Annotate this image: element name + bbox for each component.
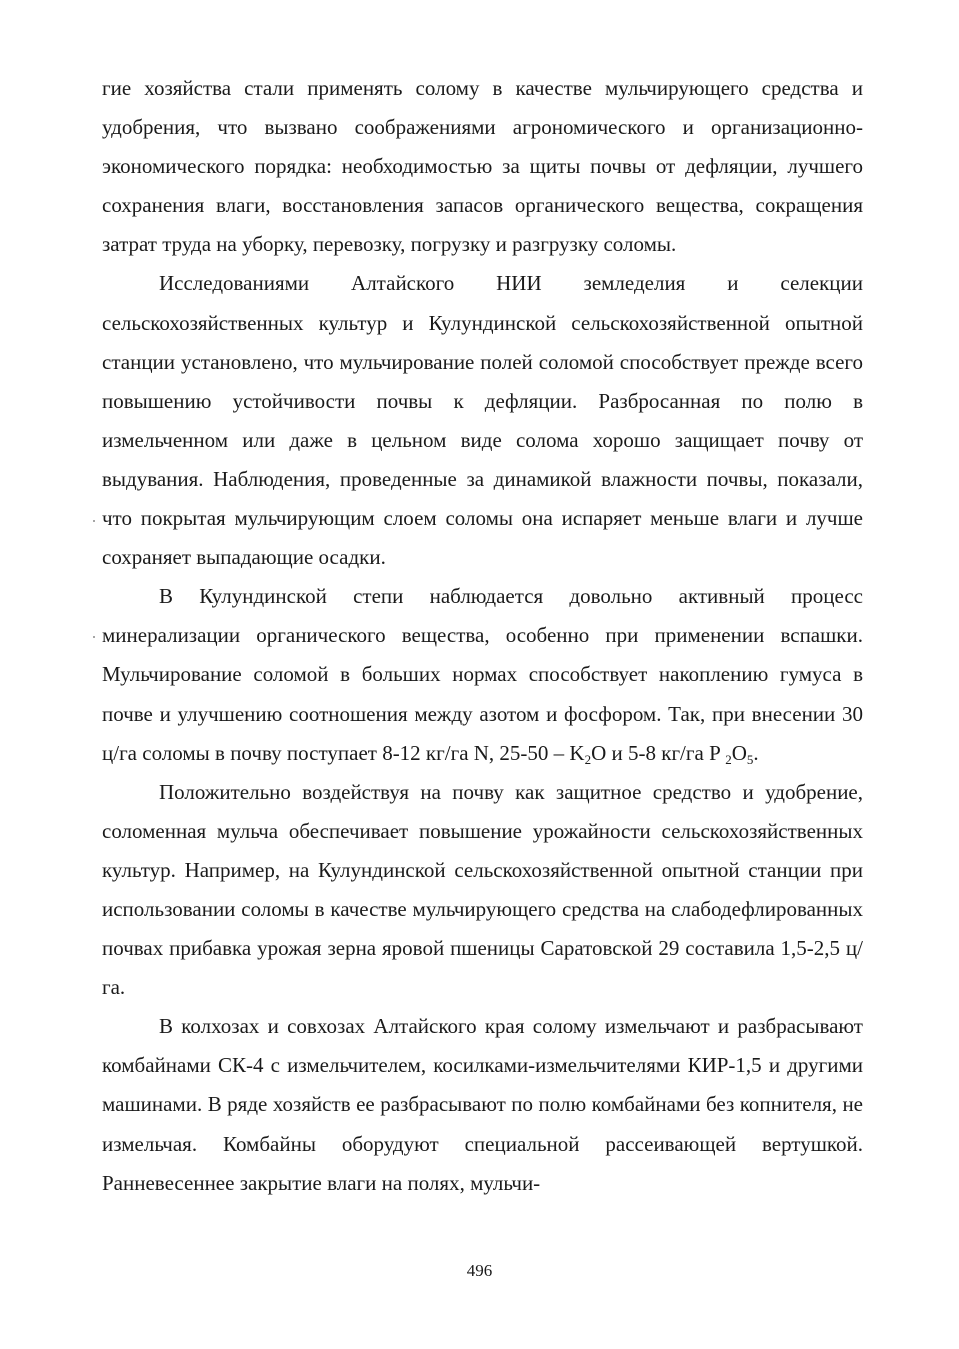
paragraph-altai-research: Исследованиями Алтайского НИИ земледелия и селекции сельскохозяйственных культур и Кулундинской сельскохозяйственной опытной станции установлено, что мульчирование полей соломой способствует прежде всего повышению устойчивости почвы к дефляции. Разбросанная по полю в измельченном или даже в цельном виде солома хорошо защищает почву от выдувания. Наблюдения, проведенные за динамикой влажности почвы, показали, что покрытая мульчирующим слоем соломы она испаряет меньше влаги и лучше сохраняет выпадающие осадки. — [102, 271, 863, 570]
p2o5-subscript-5: 5 — [746, 751, 754, 767]
paragraph-kulunda-steppe — [102, 577, 863, 772]
paragraph-straw-mulch-yield: Положительно воздействуя на почву как защитное средство и удобрение, соломенная мульча обеспечивает повышение урожайности сельскохозяйственных культур. Например, на Кулундинской сельскохозяйственной опытной станции при использовании соломы в качестве мульчирующего средства на слабодефлированных почвах прибавка урожая зерна яровой пшеницы Саратовской 29 составила 1,5-2,5 ц/га. — [102, 779, 863, 1000]
k2o-subscript: 2 — [584, 751, 592, 767]
scan-speck — [93, 520, 95, 522]
paragraph-kolkhoz-machines: В колхозах и совхозах Алтайского края солому измельчают и разбрасывают комбайнами СК-4 с измельчителем, косилками-измельчителями КИР-1,5 и другими машинами. В ряде хозяйств ее разбрасывают по полю комбайнами без копнителя, не измельчая. Комбайны оборудуют специальной рассеивающей вертушкой. Ранневесеннее закрытие влаги на полях, мульчи- — [102, 1014, 863, 1195]
scan-speck — [93, 636, 95, 638]
paragraph-kulunda-text-mid: O и 5-8 кг/га P — [591, 740, 726, 765]
p2o5-oxygen: O — [731, 740, 747, 765]
paragraph-kulunda-text: В Кулундинской степи наблюдается довольно активный процесс минерализации органического вещества, особенно при применении вспашки. Мульчирование соломой в больших нормах способствует накоплению гумуса в почве и улучшению соотношения между азотом и фосфором. Так, при внесении 30 ц/га соломы в почву поступает 8-12 кг/га N, 25-50 – K — [102, 584, 863, 765]
body-text — [102, 69, 863, 1203]
paragraph-kulunda-text-end: . — [753, 740, 759, 765]
paragraph-continuation: гие хозяйства стали применять солому в качестве мульчирующего средства и удобрения, что вызвано соображениями агрономического и организационно-экономического порядка: необходимостью за щиты почвы от дефляции, лучшего сохранения влаги, восстановления запасов органического вещества, сокращения затрат труда на уборку, перевозку, погрузку и разгрузку соломы. — [102, 76, 863, 257]
p2o5-subscript-2: 2 — [725, 751, 732, 767]
page-number: 496 — [466, 1261, 493, 1280]
